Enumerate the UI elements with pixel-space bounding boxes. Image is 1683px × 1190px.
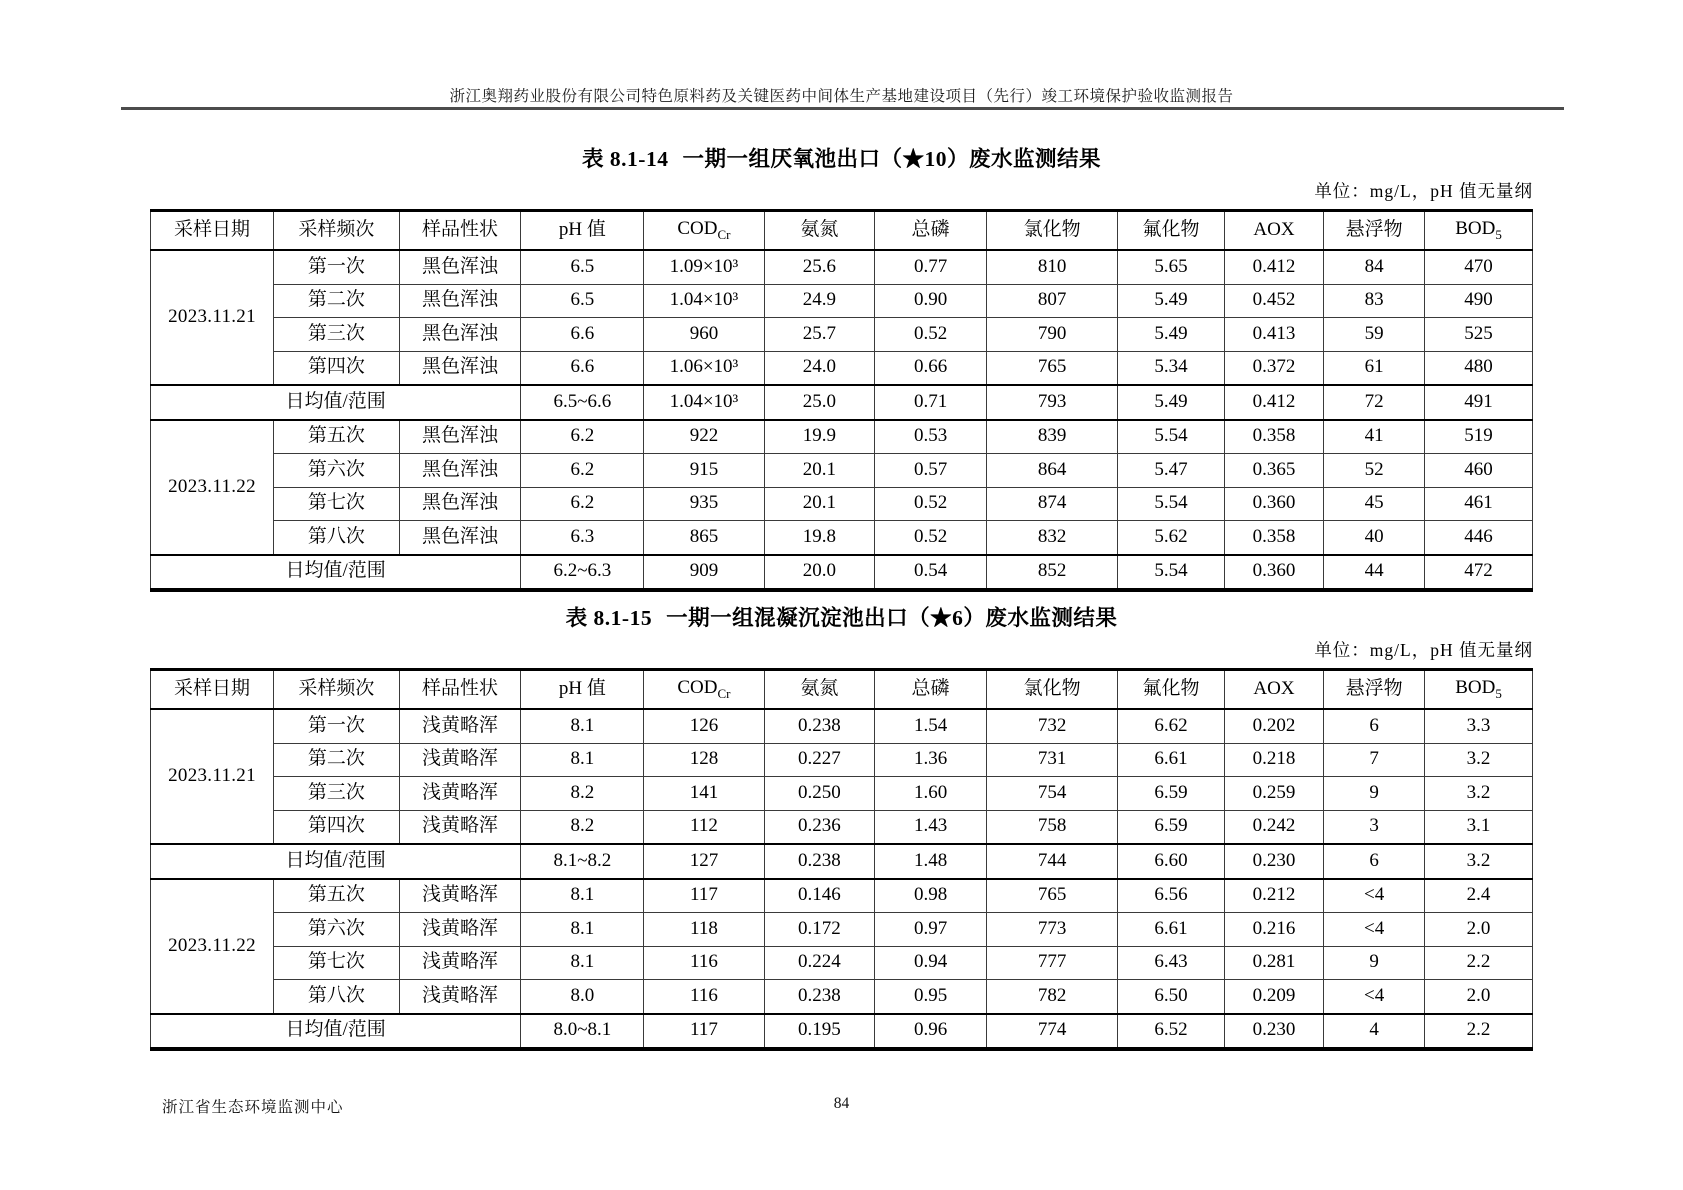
- column-header: pH 值: [521, 670, 644, 710]
- data-cell: 0.212: [1224, 879, 1324, 913]
- data-cell: 765: [987, 879, 1118, 913]
- column-header: 采样日期: [151, 670, 274, 710]
- data-cell: 470: [1425, 250, 1533, 284]
- daily-average-cell: 44: [1324, 555, 1425, 591]
- data-cell: 第六次: [273, 454, 399, 488]
- data-cell: 黑色浑浊: [399, 351, 521, 385]
- data-cell: 浅黄略浑: [399, 810, 521, 844]
- sample-row: [151, 318, 1533, 352]
- data-cell: 黑色浑浊: [399, 250, 521, 284]
- data-cell: 0.452: [1224, 284, 1324, 318]
- data-cell: <4: [1324, 879, 1425, 913]
- daily-average-cell: 0.412: [1224, 385, 1324, 420]
- data-cell: 第四次: [273, 810, 399, 844]
- data-cell: 8.1: [521, 709, 644, 743]
- data-cell: 7: [1324, 743, 1425, 777]
- data-cell: 第二次: [273, 284, 399, 318]
- daily-average-cell: 774: [987, 1014, 1118, 1050]
- daily-average-cell: 127: [644, 844, 764, 879]
- daily-average-cell: 0.54: [875, 555, 987, 591]
- column-header: pH 值: [521, 211, 644, 251]
- data-cell: 25.7: [764, 318, 875, 352]
- sample-row: [151, 980, 1533, 1014]
- daily-average-cell: 491: [1425, 385, 1533, 420]
- data-cell: 6.43: [1118, 946, 1224, 980]
- data-cell: 8.1: [521, 743, 644, 777]
- data-cell: 116: [644, 946, 764, 980]
- data-cell: 754: [987, 777, 1118, 811]
- data-cell: 0.202: [1224, 709, 1324, 743]
- sample-row: [151, 777, 1533, 811]
- sample-row: [151, 521, 1533, 555]
- column-header: 氟化物: [1118, 670, 1224, 710]
- data-cell: 1.36: [875, 743, 987, 777]
- column-header: AOX: [1224, 211, 1324, 251]
- daily-average-cell: 72: [1324, 385, 1425, 420]
- data-cell: 765: [987, 351, 1118, 385]
- data-cell: 6.2: [521, 420, 644, 454]
- data-cell: 20.1: [764, 454, 875, 488]
- footer-organization: 浙江省生态环境监测中心: [162, 1099, 344, 1116]
- data-cell: 20.1: [764, 487, 875, 521]
- data-cell: 0.412: [1224, 250, 1324, 284]
- column-header: $BOD_5$: [1425, 670, 1533, 710]
- report-header-text: 浙江奥翔药业股份有限公司特色原料药及关键医药中间体生产基地建设项目（先行）竣工环境保护验收监测报告: [449, 88, 1234, 105]
- data-cell: 0.218: [1224, 743, 1324, 777]
- data-cell: 3.2: [1425, 743, 1533, 777]
- data-cell: 8.1: [521, 879, 644, 913]
- data-cell: 6.5: [521, 250, 644, 284]
- column-header: 悬浮物: [1324, 211, 1425, 251]
- daily-average-cell: 1.48: [875, 844, 987, 879]
- data-cell: 519: [1425, 420, 1533, 454]
- sample-row: [151, 810, 1533, 844]
- data-cell: 第六次: [273, 913, 399, 947]
- data-cell: 45: [1324, 487, 1425, 521]
- data-cell: 第五次: [273, 879, 399, 913]
- data-cell: 24.0: [764, 351, 875, 385]
- data-cell: 83: [1324, 284, 1425, 318]
- data-cell: 浅黄略浑: [399, 946, 521, 980]
- column-header: 氟化物: [1118, 211, 1224, 251]
- data-cell: 480: [1425, 351, 1533, 385]
- data-cell: 0.358: [1224, 420, 1324, 454]
- daily-average-cell: 744: [987, 844, 1118, 879]
- data-cell: 126: [644, 709, 764, 743]
- column-header: AOX: [1224, 670, 1324, 710]
- data-cell: 117: [644, 879, 764, 913]
- data-cell: 第四次: [273, 351, 399, 385]
- data-cell: 8.0: [521, 980, 644, 1014]
- daily-average-cell: 8.0~8.1: [521, 1014, 644, 1050]
- table-8-1-14-block: [150, 142, 1533, 592]
- data-cell: 黑色浑浊: [399, 318, 521, 352]
- data-cell: 0.52: [875, 521, 987, 555]
- data-cell: 810: [987, 250, 1118, 284]
- data-cell: 0.97: [875, 913, 987, 947]
- table-1-header: [151, 211, 1533, 251]
- data-cell: 839: [987, 420, 1118, 454]
- data-cell: 6.2: [521, 454, 644, 488]
- data-cell: 6.6: [521, 318, 644, 352]
- daily-average-label: 日均值/范围: [151, 385, 521, 420]
- data-cell: 758: [987, 810, 1118, 844]
- data-cell: 0.413: [1224, 318, 1324, 352]
- daily-average-row: [151, 555, 1533, 591]
- data-cell: 807: [987, 284, 1118, 318]
- data-cell: 84: [1324, 250, 1425, 284]
- column-header: $BOD_5$: [1425, 211, 1533, 251]
- data-cell: 8.1: [521, 946, 644, 980]
- data-cell: 6.61: [1118, 743, 1224, 777]
- data-cell: 8.1: [521, 913, 644, 947]
- daily-average-cell: 0.96: [875, 1014, 987, 1050]
- data-cell: 1.06×10³: [644, 351, 764, 385]
- data-cell: 460: [1425, 454, 1533, 488]
- data-cell: 0.259: [1224, 777, 1324, 811]
- data-cell: 40: [1324, 521, 1425, 555]
- data-cell: 0.365: [1224, 454, 1324, 488]
- data-cell: 19.8: [764, 521, 875, 555]
- data-cell: 732: [987, 709, 1118, 743]
- data-cell: 960: [644, 318, 764, 352]
- data-cell: 1.54: [875, 709, 987, 743]
- data-cell: 0.90: [875, 284, 987, 318]
- data-cell: 黑色浑浊: [399, 487, 521, 521]
- daily-average-row: [151, 1014, 1533, 1050]
- daily-average-cell: 6.52: [1118, 1014, 1224, 1050]
- daily-average-cell: 0.71: [875, 385, 987, 420]
- column-header: $COD_{Cr}$: [644, 211, 764, 251]
- data-cell: 浅黄略浑: [399, 743, 521, 777]
- data-cell: 6.6: [521, 351, 644, 385]
- data-cell: 141: [644, 777, 764, 811]
- data-cell: 461: [1425, 487, 1533, 521]
- data-cell: 52: [1324, 454, 1425, 488]
- data-cell: 128: [644, 743, 764, 777]
- data-cell: <4: [1324, 980, 1425, 1014]
- column-header: 采样日期: [151, 211, 274, 251]
- data-cell: 0.95: [875, 980, 987, 1014]
- sample-row: [151, 743, 1533, 777]
- column-header: 氨氮: [764, 670, 875, 710]
- column-header: 采样频次: [273, 670, 399, 710]
- data-cell: 5.54: [1118, 487, 1224, 521]
- data-cell: 864: [987, 454, 1118, 488]
- data-cell: 浅黄略浑: [399, 777, 521, 811]
- data-cell: 6.2: [521, 487, 644, 521]
- data-cell: 0.98: [875, 879, 987, 913]
- data-cell: 118: [644, 913, 764, 947]
- column-header: 总磷: [875, 211, 987, 251]
- table-8-1-15-block: [150, 601, 1533, 1051]
- data-cell: 第八次: [273, 521, 399, 555]
- data-cell: 6.5: [521, 284, 644, 318]
- sample-row: [151, 420, 1533, 454]
- data-cell: 3.2: [1425, 777, 1533, 811]
- data-cell: 第三次: [273, 777, 399, 811]
- data-cell: 第一次: [273, 250, 399, 284]
- sample-date-cell: 2023.11.22: [151, 879, 274, 1014]
- data-cell: 0.146: [764, 879, 875, 913]
- data-cell: 第七次: [273, 487, 399, 521]
- daily-average-cell: 0.230: [1224, 1014, 1324, 1050]
- data-cell: 5.49: [1118, 318, 1224, 352]
- data-cell: 0.281: [1224, 946, 1324, 980]
- header-divider-rule: [121, 107, 1564, 110]
- daily-average-cell: 852: [987, 555, 1118, 591]
- data-cell: 黑色浑浊: [399, 521, 521, 555]
- column-header: $COD_{Cr}$: [644, 670, 764, 710]
- data-cell: 0.94: [875, 946, 987, 980]
- data-cell: 6.3: [521, 521, 644, 555]
- data-cell: 61: [1324, 351, 1425, 385]
- header-row: [151, 211, 1533, 251]
- data-cell: 525: [1425, 318, 1533, 352]
- data-cell: 0.77: [875, 250, 987, 284]
- data-cell: 0.53: [875, 420, 987, 454]
- data-cell: 0.227: [764, 743, 875, 777]
- column-header: 氨氮: [764, 211, 875, 251]
- data-cell: 112: [644, 810, 764, 844]
- data-cell: 0.250: [764, 777, 875, 811]
- daily-average-row: [151, 844, 1533, 879]
- data-cell: 浅黄略浑: [399, 709, 521, 743]
- sample-row: [151, 351, 1533, 385]
- data-cell: 41: [1324, 420, 1425, 454]
- data-cell: 6.61: [1118, 913, 1224, 947]
- daily-average-cell: 25.0: [764, 385, 875, 420]
- data-cell: 490: [1425, 284, 1533, 318]
- data-cell: 777: [987, 946, 1118, 980]
- table-2-unit-note: 单位：mg/L，pH 值无量纲: [1314, 640, 1533, 660]
- sample-date-cell: 2023.11.22: [151, 420, 274, 555]
- daily-average-cell: 793: [987, 385, 1118, 420]
- data-cell: 0.236: [764, 810, 875, 844]
- data-cell: 0.372: [1224, 351, 1324, 385]
- daily-average-cell: 472: [1425, 555, 1533, 591]
- data-cell: 9: [1324, 777, 1425, 811]
- data-cell: 第五次: [273, 420, 399, 454]
- sample-row: [151, 454, 1533, 488]
- data-cell: 874: [987, 487, 1118, 521]
- sample-row: [151, 250, 1533, 284]
- monitoring-table-coagulation-outlet: [150, 668, 1533, 1051]
- daily-average-label: 日均值/范围: [151, 844, 521, 879]
- data-cell: 1.43: [875, 810, 987, 844]
- data-cell: 8.2: [521, 777, 644, 811]
- daily-average-cell: 20.0: [764, 555, 875, 591]
- data-cell: 922: [644, 420, 764, 454]
- column-header: 氯化物: [987, 670, 1118, 710]
- data-cell: <4: [1324, 913, 1425, 947]
- data-cell: 3.3: [1425, 709, 1533, 743]
- page-footer: [150, 1095, 1533, 1117]
- data-cell: 0.216: [1224, 913, 1324, 947]
- column-header: 样品性状: [399, 670, 521, 710]
- daily-average-cell: 8.1~8.2: [521, 844, 644, 879]
- column-header: 氯化物: [987, 211, 1118, 251]
- data-cell: 黑色浑浊: [399, 420, 521, 454]
- data-cell: 6.62: [1118, 709, 1224, 743]
- table-2-body: [151, 709, 1533, 1049]
- data-cell: 5.34: [1118, 351, 1224, 385]
- daily-average-cell: 6.2~6.3: [521, 555, 644, 591]
- daily-average-label: 日均值/范围: [151, 555, 521, 591]
- data-cell: 0.358: [1224, 521, 1324, 555]
- daily-average-cell: 909: [644, 555, 764, 591]
- data-cell: 6.56: [1118, 879, 1224, 913]
- table-1-unit-note: 单位：mg/L，pH 值无量纲: [1314, 181, 1533, 201]
- table-2-header: [151, 670, 1533, 710]
- daily-average-cell: 5.54: [1118, 555, 1224, 591]
- table-2-number: 表 8.1-15: [565, 606, 653, 630]
- data-cell: 2.0: [1425, 980, 1533, 1014]
- data-cell: 第八次: [273, 980, 399, 1014]
- data-cell: 446: [1425, 521, 1533, 555]
- table-1-title: [150, 142, 1533, 173]
- data-cell: 0.238: [764, 980, 875, 1014]
- data-cell: 0.242: [1224, 810, 1324, 844]
- sample-date-cell: 2023.11.21: [151, 709, 274, 844]
- daily-average-cell: 117: [644, 1014, 764, 1050]
- data-cell: 黑色浑浊: [399, 284, 521, 318]
- daily-average-cell: 0.360: [1224, 555, 1324, 591]
- data-cell: 0.66: [875, 351, 987, 385]
- sample-date-cell: 2023.11.21: [151, 250, 274, 385]
- data-cell: 0.224: [764, 946, 875, 980]
- data-cell: 1.09×10³: [644, 250, 764, 284]
- data-cell: 19.9: [764, 420, 875, 454]
- data-cell: 0.172: [764, 913, 875, 947]
- data-cell: 浅黄略浑: [399, 913, 521, 947]
- data-cell: 2.0: [1425, 913, 1533, 947]
- daily-average-cell: 3.2: [1425, 844, 1533, 879]
- data-cell: 5.54: [1118, 420, 1224, 454]
- data-cell: 3.1: [1425, 810, 1533, 844]
- daily-average-cell: 1.04×10³: [644, 385, 764, 420]
- data-cell: 24.9: [764, 284, 875, 318]
- page-content: [150, 128, 1533, 1117]
- sample-row: [151, 709, 1533, 743]
- table-1-caption: 一期一组厌氧池出口（★10）废水监测结果: [682, 147, 1101, 171]
- data-cell: 6: [1324, 709, 1425, 743]
- column-header: 悬浮物: [1324, 670, 1425, 710]
- table-1-number: 表 8.1-14: [582, 147, 669, 171]
- sample-row: [151, 946, 1533, 980]
- table-2-caption: 一期一组混凝沉淀池出口（★6）废水监测结果: [666, 606, 1118, 630]
- data-cell: 0.52: [875, 487, 987, 521]
- data-cell: 第一次: [273, 709, 399, 743]
- data-cell: 1.04×10³: [644, 284, 764, 318]
- data-cell: 0.52: [875, 318, 987, 352]
- table-1-body: [151, 250, 1533, 590]
- data-cell: 773: [987, 913, 1118, 947]
- data-cell: 2.2: [1425, 946, 1533, 980]
- data-cell: 浅黄略浑: [399, 879, 521, 913]
- data-cell: 5.49: [1118, 284, 1224, 318]
- daily-average-cell: 6.60: [1118, 844, 1224, 879]
- daily-average-label: 日均值/范围: [151, 1014, 521, 1050]
- daily-average-row: [151, 385, 1533, 420]
- data-cell: 浅黄略浑: [399, 980, 521, 1014]
- data-cell: 832: [987, 521, 1118, 555]
- data-cell: 935: [644, 487, 764, 521]
- data-cell: 9: [1324, 946, 1425, 980]
- daily-average-cell: 0.238: [764, 844, 875, 879]
- column-header: 总磷: [875, 670, 987, 710]
- daily-average-cell: 6.5~6.6: [521, 385, 644, 420]
- data-cell: 731: [987, 743, 1118, 777]
- data-cell: 6.50: [1118, 980, 1224, 1014]
- data-cell: 6.59: [1118, 810, 1224, 844]
- data-cell: 5.47: [1118, 454, 1224, 488]
- data-cell: 2.4: [1425, 879, 1533, 913]
- data-cell: 5.65: [1118, 250, 1224, 284]
- data-cell: 3: [1324, 810, 1425, 844]
- data-cell: 25.6: [764, 250, 875, 284]
- data-cell: 1.60: [875, 777, 987, 811]
- data-cell: 0.238: [764, 709, 875, 743]
- data-cell: 0.209: [1224, 980, 1324, 1014]
- daily-average-cell: 6: [1324, 844, 1425, 879]
- data-cell: 782: [987, 980, 1118, 1014]
- data-cell: 0.360: [1224, 487, 1324, 521]
- data-cell: 59: [1324, 318, 1425, 352]
- column-header: 样品性状: [399, 211, 521, 251]
- data-cell: 第二次: [273, 743, 399, 777]
- daily-average-cell: 5.49: [1118, 385, 1224, 420]
- monitoring-table-anaerobic-outlet: [150, 209, 1533, 592]
- data-cell: 915: [644, 454, 764, 488]
- daily-average-cell: 4: [1324, 1014, 1425, 1050]
- data-cell: 第三次: [273, 318, 399, 352]
- data-cell: 5.62: [1118, 521, 1224, 555]
- sample-row: [151, 487, 1533, 521]
- daily-average-cell: 0.230: [1224, 844, 1324, 879]
- table-2-title: [150, 601, 1533, 632]
- sample-row: [151, 284, 1533, 318]
- data-cell: 0.57: [875, 454, 987, 488]
- column-header: 采样频次: [273, 211, 399, 251]
- daily-average-cell: 2.2: [1425, 1014, 1533, 1050]
- sample-row: [151, 913, 1533, 947]
- sample-row: [151, 879, 1533, 913]
- page-number: 84: [833, 1095, 850, 1112]
- data-cell: 第七次: [273, 946, 399, 980]
- data-cell: 8.2: [521, 810, 644, 844]
- header-row: [151, 670, 1533, 710]
- data-cell: 6.59: [1118, 777, 1224, 811]
- data-cell: 黑色浑浊: [399, 454, 521, 488]
- data-cell: 865: [644, 521, 764, 555]
- daily-average-cell: 0.195: [764, 1014, 875, 1050]
- data-cell: 116: [644, 980, 764, 1014]
- data-cell: 790: [987, 318, 1118, 352]
